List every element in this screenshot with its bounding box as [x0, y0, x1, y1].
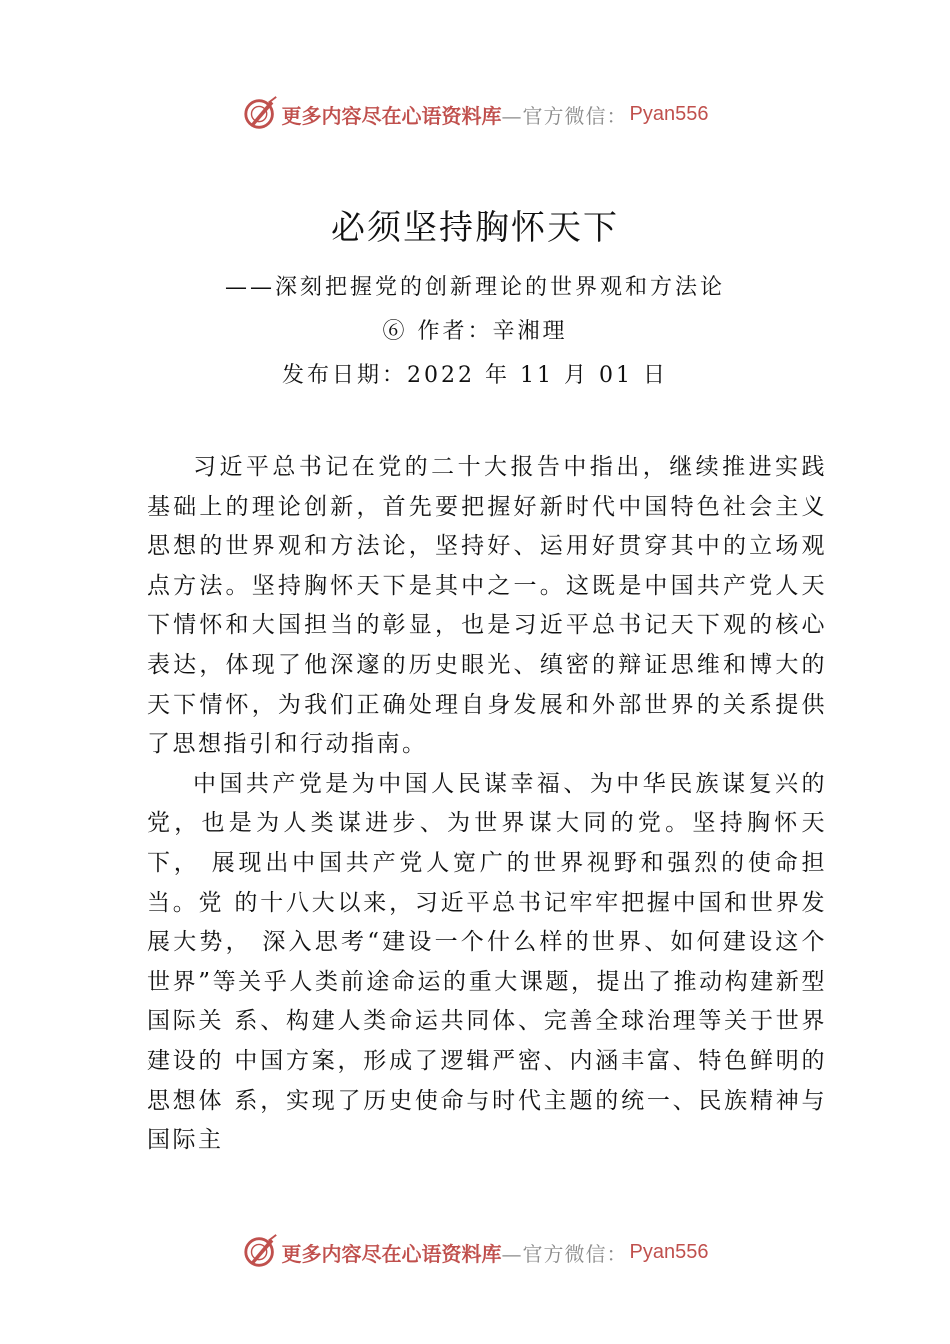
banner-red-text: 更多内容尽在心语资料库: [281, 103, 502, 128]
header-banner: [0, 94, 950, 134]
document-author: ⑥ 作者：辛湘理: [382, 319, 568, 344]
paragraph: 中国共产党是为中国人民谋幸福、为中华民族谋复兴的党，也是为人类谋进步、为世界谋大同的党。坚持胸怀天下， 展现出中国共产党人宽广的世界视野和强烈的使命担当。党 的十八大以来，习近平总书记牢牢把握中国和世界发展大势， 深入思考“建设一个什么样的世界、如何建设这个世界”等关乎人类前途命运的重大课题，提出了推动构建新型国际关 系、构建人类命运共同体、完善全球治理等关于世界建设的 中国方案，形成了逻辑严密、内涵丰富、特色鲜明的思想体 系，实现了历史使命与时代主题的统一、民族精神与国际主: [147, 770, 827, 1154]
document-title: 必须坚持胸怀天下: [331, 208, 619, 248]
banner-gray-text: —官方微信：: [501, 1241, 628, 1266]
document-subtitle: ——深刻把握党的创新理论的世界观和方法论: [224, 275, 725, 300]
banner-wechat-id: Pyan556: [629, 1240, 709, 1263]
quill-seal-icon: [242, 95, 280, 133]
paragraph: 习近平总书记在党的二十大报告中指出，继续推进实践基础上的理论创新，首先要把握好新时代中国特色社会主义思想的世界观和方法论，坚持好、运用好贯穿其中的立场观点方法。坚持胸怀天下是其中之一。这既是中国共产党人天下情怀和大国担当的彰显，也是习近平总书记天下观的核心表达，体现了他深邃的历史眼光、缜密的辩证思维和博大的天下情怀，为我们正确处理自身发展和外部世界的关系提供了思想指引和行动指南。: [147, 454, 827, 758]
banner-red-text: 更多内容尽在心语资料库: [281, 1241, 502, 1266]
quill-seal-icon: [242, 1233, 280, 1271]
banner-wechat-id: Pyan556: [629, 102, 709, 125]
footer-banner: [0, 1232, 950, 1272]
document-date: 发布日期：2022 年 11 月 01 日: [282, 363, 668, 388]
banner-gray-text: —官方微信：: [501, 103, 628, 128]
document-body: [147, 448, 827, 1161]
